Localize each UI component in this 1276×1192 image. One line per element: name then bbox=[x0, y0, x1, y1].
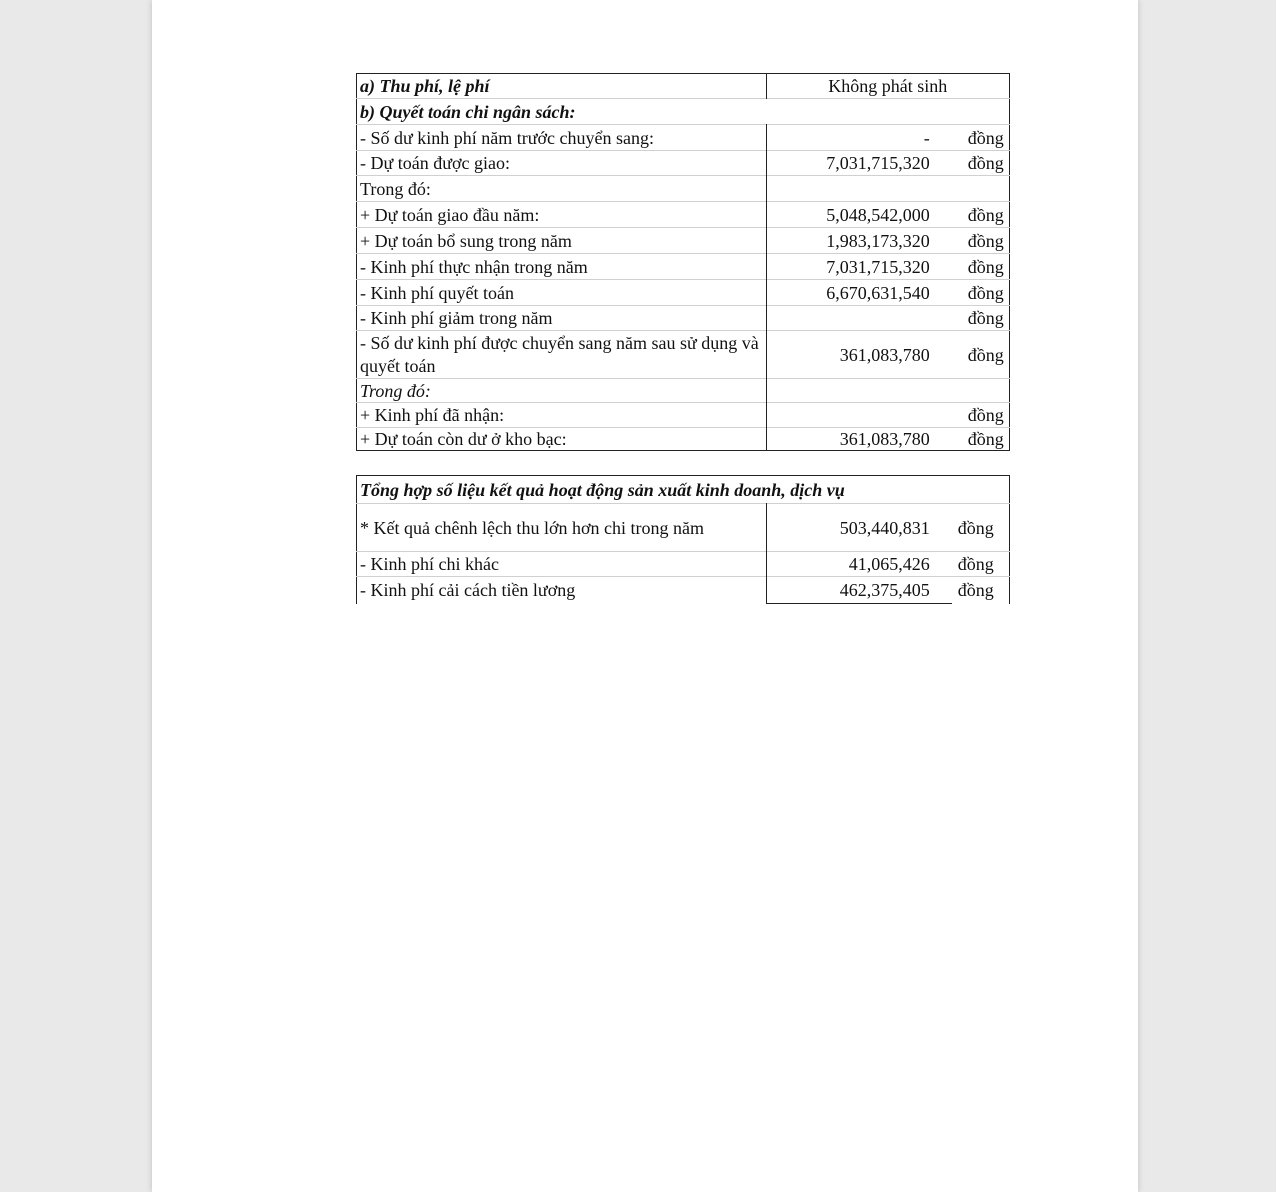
table-row bbox=[357, 428, 1010, 451]
row-label: + Dự toán bổ sung trong năm bbox=[357, 228, 767, 254]
budget-settlement-table bbox=[356, 73, 1010, 451]
row-label: - Kinh phí giảm trong năm bbox=[357, 306, 767, 331]
table-row bbox=[357, 151, 1010, 176]
row-unit bbox=[952, 176, 1010, 202]
row-unit: đồng bbox=[952, 254, 1010, 280]
row-unit bbox=[952, 379, 1010, 403]
table-row bbox=[357, 504, 1010, 552]
row-value: 503,440,831 bbox=[766, 504, 952, 552]
table-row bbox=[357, 176, 1010, 202]
row-label: * Kết quả chênh lệch thu lớn hơn chi trong năm bbox=[357, 504, 767, 552]
table-row bbox=[357, 74, 1010, 99]
row-unit: đồng bbox=[952, 504, 1010, 552]
table-row bbox=[357, 202, 1010, 228]
row-label: - Kinh phí chi khác bbox=[357, 552, 767, 577]
row-label: - Kinh phí cải cách tiền lương bbox=[357, 577, 767, 604]
table-row bbox=[357, 280, 1010, 306]
budget-settlement-heading: b) Quyết toán chi ngân sách: bbox=[357, 99, 1010, 125]
row-unit: đồng bbox=[952, 552, 1010, 577]
row-unit: đồng bbox=[952, 428, 1010, 451]
row-value: - bbox=[766, 125, 952, 151]
row-label: - Kinh phí quyết toán bbox=[357, 280, 767, 306]
table-row bbox=[357, 254, 1010, 280]
row-label: + Dự toán giao đầu năm: bbox=[357, 202, 767, 228]
row-value bbox=[766, 176, 952, 202]
row-value: 1,983,173,320 bbox=[766, 228, 952, 254]
row-label: Trong đó: bbox=[357, 176, 767, 202]
row-label: - Dự toán được giao: bbox=[357, 151, 767, 176]
table-row bbox=[357, 228, 1010, 254]
row-label: - Kinh phí thực nhận trong năm bbox=[357, 254, 767, 280]
row-label: Trong đó: bbox=[357, 379, 767, 403]
row-value: 41,065,426 bbox=[766, 552, 952, 577]
row-unit: đồng bbox=[952, 202, 1010, 228]
fees-value: Không phát sinh bbox=[828, 76, 948, 96]
table-row bbox=[357, 331, 1010, 379]
row-label: - Số dư kinh phí được chuyển sang năm sau sử dụng và quyết toán bbox=[357, 331, 767, 379]
row-unit: đồng bbox=[952, 403, 1010, 428]
business-results-title: Tổng hợp số liệu kết quả hoạt động sản xuất kinh doanh, dịch vụ bbox=[360, 479, 845, 500]
row-unit: đồng bbox=[952, 151, 1010, 176]
row-value bbox=[766, 379, 952, 403]
table-row bbox=[357, 125, 1010, 151]
row-unit: đồng bbox=[952, 125, 1010, 151]
row-value: 5,048,542,000 bbox=[766, 202, 952, 228]
row-value: 7,031,715,320 bbox=[766, 254, 952, 280]
row-value: 7,031,715,320 bbox=[766, 151, 952, 176]
table-row bbox=[357, 306, 1010, 331]
row-value bbox=[766, 403, 952, 428]
row-label: + Kinh phí đã nhận: bbox=[357, 403, 767, 428]
business-results-table bbox=[356, 475, 1010, 604]
row-unit: đồng bbox=[952, 306, 1010, 331]
row-value: 361,083,780 bbox=[766, 331, 952, 379]
row-label: - Số dư kinh phí năm trước chuyển sang: bbox=[357, 125, 767, 151]
table-row bbox=[357, 476, 1010, 504]
row-value: 462,375,405 bbox=[766, 577, 952, 604]
table-row bbox=[357, 552, 1010, 577]
row-value: 6,670,631,540 bbox=[766, 280, 952, 306]
document-page bbox=[152, 0, 1138, 1192]
fees-heading: a) Thu phí, lệ phí bbox=[357, 74, 767, 99]
row-value: 361,083,780 bbox=[766, 428, 952, 451]
row-unit: đồng bbox=[952, 228, 1010, 254]
row-value bbox=[766, 306, 952, 331]
table-row bbox=[357, 577, 1010, 604]
row-label: + Dự toán còn dư ở kho bạc: bbox=[357, 428, 767, 451]
row-unit: đồng bbox=[952, 577, 1010, 604]
table-row bbox=[357, 99, 1010, 125]
table-row bbox=[357, 379, 1010, 403]
row-unit: đồng bbox=[952, 280, 1010, 306]
row-unit: đồng bbox=[952, 331, 1010, 379]
table-row bbox=[357, 403, 1010, 428]
